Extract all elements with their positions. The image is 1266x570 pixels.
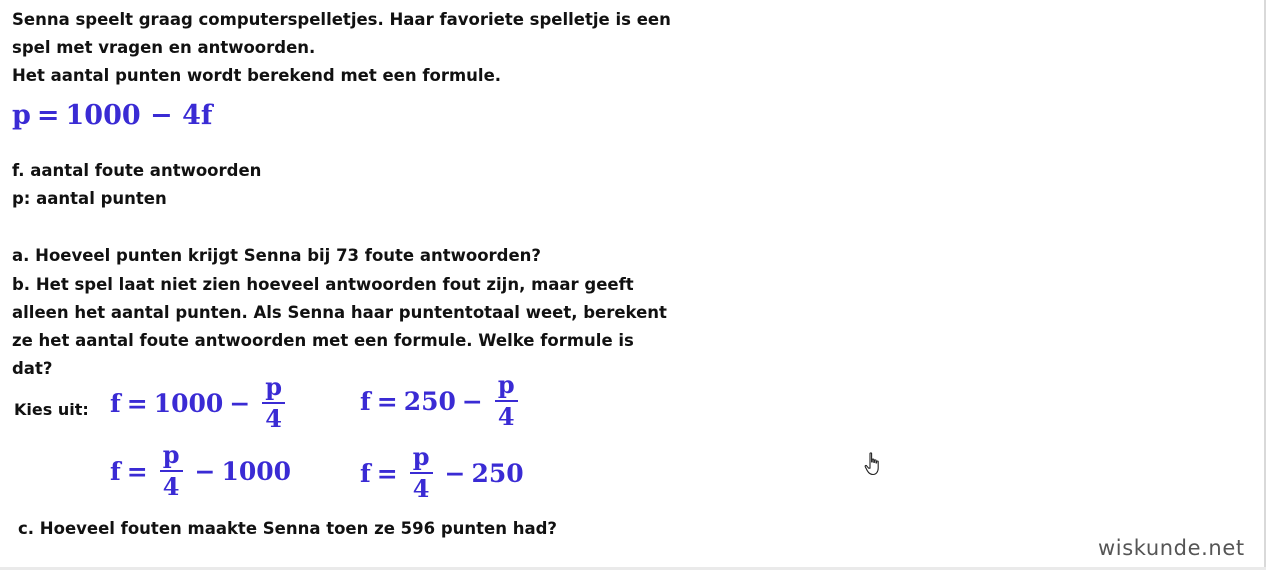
choice-1-operator: − [229, 388, 251, 418]
intro-line-3: Het aantal punten wordt berekend met een formule. [12, 66, 502, 85]
question-a: a. Hoeveel punten krijgt Senna bij 73 foute antwoorden? [12, 246, 541, 265]
choice-1-formula [110, 368, 291, 438]
intro-line-1: Senna speelt graag computerspelletjes. Haar favoriete spelletje is een [12, 10, 671, 29]
choice-1-fraction [262, 373, 285, 433]
question-b-line-3: ze het aantal foute antwoorden met een formule. Welke formule is [12, 331, 634, 350]
choice-3-numerator: p [162, 440, 180, 469]
choice-3-equals: = [126, 456, 148, 486]
choice-4-fraction [410, 443, 433, 503]
definition-p: p: aantal punten [12, 189, 167, 208]
choice-3-constant: 1000 [221, 456, 292, 486]
choice-1-denominator: 4 [265, 404, 282, 433]
choice-4-formula [360, 438, 524, 508]
brand-watermark: wiskunde.net [1098, 536, 1245, 560]
formula-lhs: p [12, 100, 31, 131]
hand-pointer-icon [864, 452, 882, 476]
choice-2-numerator: p [497, 370, 515, 399]
choice-1-lhs: f [110, 388, 121, 418]
choice-1-constant: 1000 [153, 388, 224, 418]
choice-3-denominator: 4 [162, 472, 180, 501]
choice-4-equals: = [376, 458, 398, 488]
question-b-line-2: alleen het aantal punten. Als Senna haar puntentotaal weet, berekent [12, 303, 667, 322]
choice-2-formula [360, 366, 524, 436]
question-b-line-1: b. Het spel laat niet zien hoeveel antwoorden fout zijn, maar geeft [12, 275, 634, 294]
choice-2-lhs: f [360, 386, 371, 416]
choice-3-fraction [160, 441, 183, 501]
definition-f: f. aantal foute antwoorden [12, 161, 262, 180]
choice-3-lhs: f [110, 456, 121, 486]
formula-equals: = [36, 100, 60, 131]
choice-2-fraction [495, 371, 518, 431]
choice-1-numerator: p [265, 372, 283, 401]
choice-4-operator: − [444, 458, 466, 488]
choice-4-denominator: 4 [412, 474, 430, 503]
choice-2-constant: 250 [403, 386, 456, 416]
intro-line-2: spel met vragen en antwoorden. [12, 38, 316, 57]
choice-2-operator: − [461, 386, 483, 416]
choice-1-equals: = [126, 388, 148, 418]
choice-3-formula [110, 436, 291, 506]
main-formula [12, 100, 213, 131]
choice-3-operator: − [194, 456, 216, 486]
choice-4-lhs: f [360, 458, 371, 488]
choice-2-denominator: 4 [497, 402, 515, 431]
choice-4-constant: 250 [471, 458, 524, 488]
formula-rhs: 1000 − 4f [65, 100, 213, 131]
question-b-line-4: dat? [12, 359, 53, 378]
choices-label: Kies uit: [14, 400, 89, 419]
question-c: c. Hoeveel fouten maakte Senna toen ze 596 punten had? [18, 519, 557, 538]
choice-2-equals: = [376, 386, 398, 416]
choice-4-numerator: p [412, 442, 430, 471]
